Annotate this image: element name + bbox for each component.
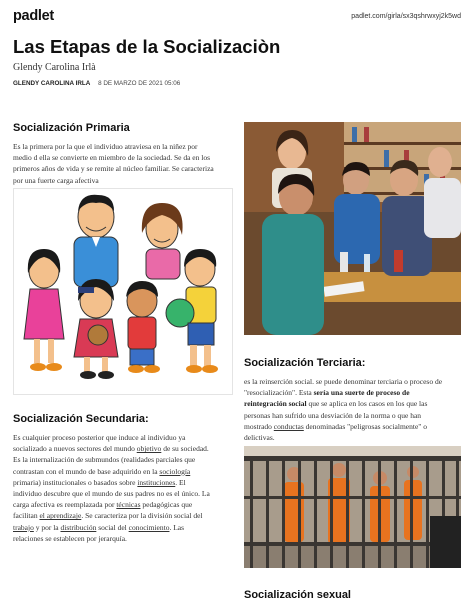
link-aprendizaje[interactable]: el aprendizaje <box>39 511 82 521</box>
students-photo <box>244 122 461 335</box>
text-line: primeros años de vida y se remite al núcleo familiar. Se caracteriza <box>13 164 214 174</box>
prison-photo <box>244 446 461 568</box>
card-heading-secundaria: Socialización Secundaria: <box>13 413 149 425</box>
link-sociologia[interactable]: sociología <box>159 466 191 476</box>
post-meta <box>13 80 180 87</box>
post-date: 8 DE MARZO DE 2021 05:06 <box>98 80 181 87</box>
padlet-logo: padlet <box>13 8 54 24</box>
text-line: socializado a nuevos sectores del mundo objetivo de su sociedad. <box>13 444 209 454</box>
text-line: personas han sufrido una desviación de la norma o que han <box>244 410 422 420</box>
text-line: facilitan el aprendizaje. Se caracteriza por la división social del <box>13 511 203 521</box>
page-url: padlet.com/girla/sx3qshrwxyj2k5wd <box>351 13 461 20</box>
text-line: reintegración social que se aplica en los casos en los que las <box>244 399 428 409</box>
link-conocimiento[interactable]: conocimiento <box>128 522 170 532</box>
link-conductas[interactable]: conductas <box>273 421 304 431</box>
text-line: primaria) institucionales o basados sobre instituciones. El <box>13 477 186 487</box>
link-instituciones[interactable]: instituciones <box>137 477 176 487</box>
text-line: delictivas. <box>244 433 275 443</box>
text-line: trabajo y por la distribución social del conocimiento. Las <box>13 522 185 532</box>
link-objetivo[interactable]: objetivo <box>136 444 162 454</box>
card-text-secundaria <box>13 432 238 544</box>
text-line: Es cualquier proceso posterior que induce al individuo ya <box>13 433 186 442</box>
text-line: por una fuerte carga afectiva <box>13 175 99 185</box>
link-trabajo[interactable]: trabajo <box>13 522 34 532</box>
page-subtitle: Glendy Carolina Irlà <box>13 62 96 73</box>
text-line: mostrado conductas denominadas "peligrosas socialmente" o <box>244 421 427 431</box>
link-distribucion[interactable]: distribución <box>60 522 97 532</box>
card-text-terciaria <box>244 376 469 443</box>
card-text-primaria <box>13 141 238 186</box>
text-line: relaciones se establecen por jerarquía. <box>13 533 127 543</box>
text-line: individuo descubre que el mundo de sus padres no es el único. La <box>13 489 210 499</box>
card-heading-terciaria: Socialización Terciaria: <box>244 357 366 369</box>
link-tecnicas[interactable]: técnicas <box>116 500 141 510</box>
author-name: GLENDY CAROLINA IRLA <box>13 80 91 87</box>
text-line: Es la internalización de submundos (realidades parciales que <box>13 455 196 465</box>
text-line: es la reinserción social. se puede denominar terciaria o proceso de <box>244 377 443 386</box>
family-cartoon-image <box>13 188 233 395</box>
card-heading-primaria: Socialización Primaria <box>13 122 130 134</box>
text-line: contrastan con el mundo de base adquirido en la sociología <box>13 466 191 476</box>
text-line: Es la primera por la que el individuo atraviesa en la niñez por <box>13 142 198 151</box>
text-line: "resocialización". Esta sería una suerte de proceso de <box>244 388 410 398</box>
card-heading-sexual: Socialización sexual <box>244 589 351 601</box>
text-line: carga afectiva es reemplazada por técnicas pedagógicas que <box>13 500 193 510</box>
page-title: Las Etapas de la Socializaciòn <box>13 36 281 57</box>
text-line: medio d ella se convierte en miembro de la sociedad. Se da en los <box>13 153 211 163</box>
